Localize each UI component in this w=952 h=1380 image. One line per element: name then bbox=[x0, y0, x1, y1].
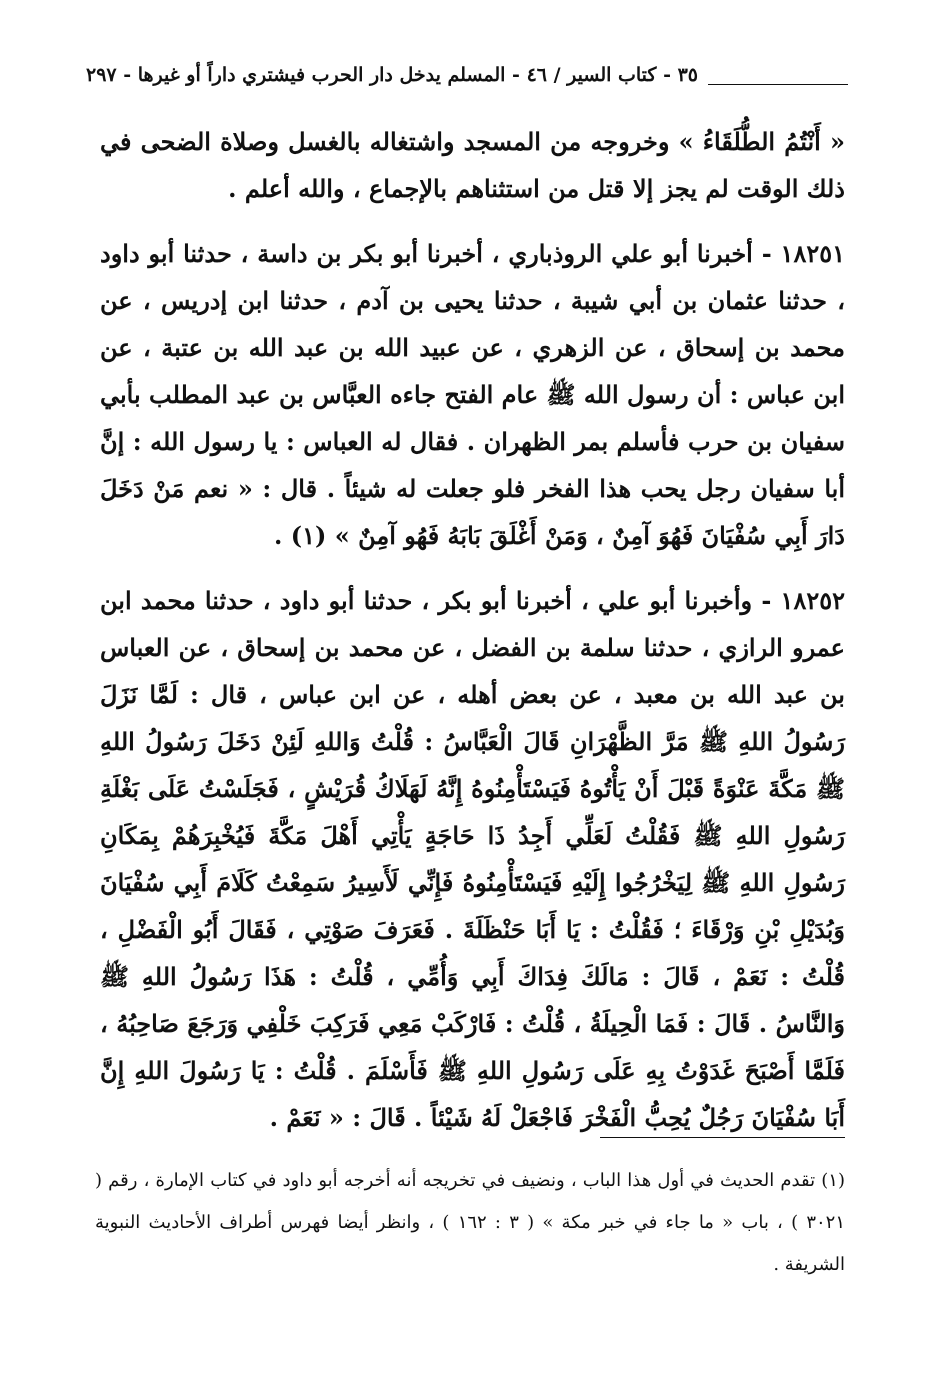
footnote-rule bbox=[600, 1137, 845, 1138]
running-head: ٣٥ - كتاب السير / ٤٦ - المسلم يدخل دار الحرب فيشتري داراً أو غيرها - ٢٩٧ bbox=[85, 64, 698, 86]
footnotes bbox=[95, 1160, 845, 1286]
footnote-1: (١) تقدم الحديث في أول هذا الباب ، ونضيف في تخريجه أنه أخرجه أبو داود في كتاب الإمارة ، رقم ( ٣٠٢١ ) ، باب « ما جاء في خبر مكة » ( ٣ : ١٦٢ ) ، وانظر أيضا فهرس أطراف الأحاديث النبوية الشريفة . bbox=[95, 1170, 845, 1275]
hadith-text: أخبرنا أبو علي الروذباري ، أخبرنا أبو بكر بن داسة ، حدثنا أبو داود ، حدثنا عثمان بن أبي شيبة ، حدثنا يحيى بن آدم ، حدثنا ابن إدريس ، عن محمد بن إسحاق ، عن الزهري ، عن عبيد الله بن عبد الله بن عتبة ، عن ابن عباس : أن رسول الله ﷺ عام الفتح جاءه العبَّاس بن عبد المطلب بأبي سفيان بن حرب فأسلم بمر الظهران . فقال له العباس : يا رسول الله : إنَّ أبا سفيان رجل يحب هذا الفخر فلو جعلت له شيئاً . قال : « نعم مَنْ دَخَلَ دَارَ أَبِي سُفْيَانَ فَهُوَ آمِنٌ ، وَمَنْ أَغْلَقَ بَابَهُ فَهُو آمِنٌ » (١) . bbox=[100, 239, 846, 550]
main-text bbox=[100, 118, 845, 1141]
header-rule bbox=[708, 84, 848, 85]
hadith-number: ١٨٢٥١ - bbox=[761, 239, 845, 268]
hadith-text: وأخبرنا أبو علي ، أخبرنا أبو بكر ، حدثنا أبو داود ، حدثنا محمد ابن عمرو الرازي ، حدثنا سلمة بن الفضل ، عن محمد بن إسحاق ، عن العباس بن عبد الله بن معبد ، عن بعض أهله ، عن ابن عباس ، قال : لَمَّا نَزَلَ رَسُولُ اللهِ ﷺ مَرَّ الظَّهْرَانِ قَالَ الْعَبَّاسُ : قُلْتُ وَاللهِ لَئِنْ دَخَلَ رَسُولُ اللهِ ﷺ مَكَّةَ عَنْوَةً قَبْلَ أَنْ يَأْتُوهُ فَيَسْتَأْمِنُوهُ إِنَّهُ لَهَلَاكُ قُرَيْشٍ ، فَجَلَسْتُ عَلَى بَغْلَةِ رَسُولِ اللهِ ﷺ فَقُلْتُ لَعَلِّي أَجِدُ ذَا حَاجَةٍ يَأْتِي أَهْلَ مَكَّةَ فَيُخْبِرَهُمْ بِمَكَانِ رَسُولِ اللهِ ﷺ لِيَخْرُجُوا إِلَيْهِ فَيَسْتَأْمِنُوهُ فَإِنِّي لَأَسِيرُ سَمِعْتُ كَلَامَ أَبِي سُفْيَانَ وَبُدَيْلِ بْنِ وَرْقَاءَ ؛ فَقُلْتُ : يَا أَبَا حَنْظَلَةَ . فَعَرَفَ صَوْتِي ، فَقَالَ أَبُو الْفَضْلِ ، قُلْتُ : نَعَمْ ، قَالَ : مَالَكَ فِدَاكَ أَبِي وَأُمِّي ، قُلْتُ : هَذَا رَسُولُ اللهِ ﷺ وَالنَّاسُ . قَالَ : فَمَا الْحِيلَةُ ، قُلْتُ : فَارْكَبْ مَعِي فَرَكِبَ خَلْفِي وَرَجَعَ صَاحِبُهُ ، فَلَمَّا أَصْبَحَ غَدَوْتُ بِهِ عَلَى رَسُولِ اللهِ ﷺ فَأَسْلَمَ . قُلْتُ : يَا رَسُولَ اللهِ إِنَّ أَبَا سُفْيَانَ رَجُلٌ يُحِبُّ الْفَخْرَ فَاجْعَلْ لَهُ شَيْئاً . قَالَ : « نَعَمْ . bbox=[100, 586, 846, 1132]
page-header bbox=[85, 62, 848, 92]
paragraph-continuation: « أَنْتُمُ الطُّلَقَاءُ » وخروجه من المسجد واشتغاله بالغسل وصلاة الضحى في ذلك الوقت لم يجز إلا قتل من استثناهم بالإجماع ، والله أعلم . bbox=[100, 127, 845, 203]
hadith-18252 bbox=[100, 577, 845, 1141]
hadith-number: ١٨٢٥٢ - bbox=[761, 586, 845, 615]
hadith-18251 bbox=[100, 230, 845, 559]
